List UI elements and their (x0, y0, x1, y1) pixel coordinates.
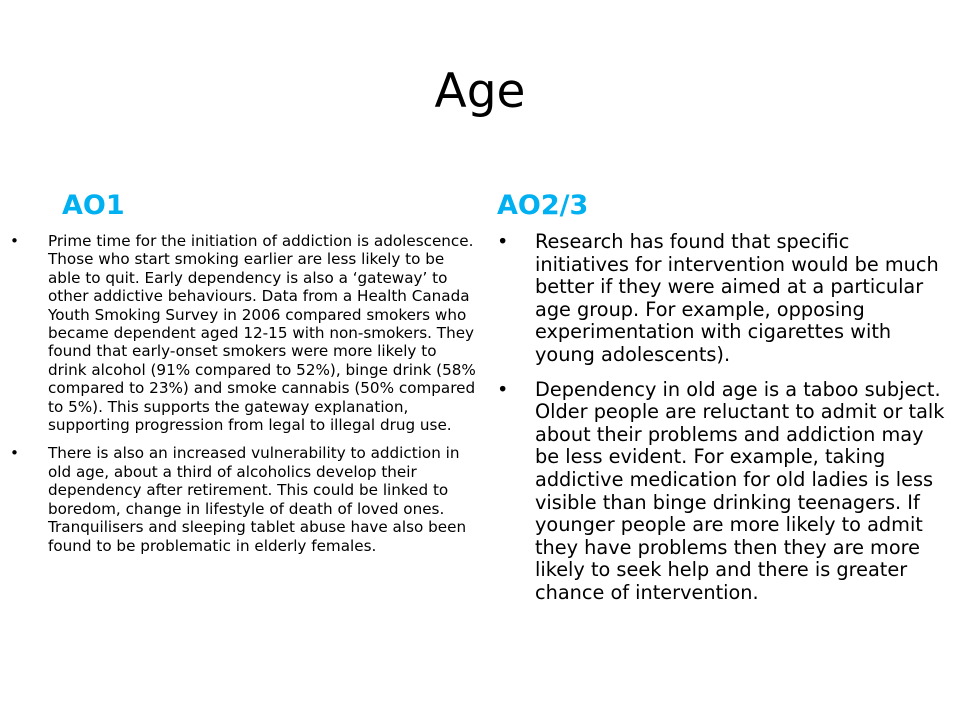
bullet-icon: • (497, 377, 509, 401)
bullet-item (497, 379, 945, 605)
ao1-bullet-list (10, 232, 476, 565)
column-heading-ao2-3: AO2/3 (497, 190, 589, 221)
bullet-icon: • (497, 230, 509, 253)
bullet-text: Research has found that specific initiatives for intervention would be much better if they were aimed at a particular age group. For example, opposing experimentation with cigarettes with young adolescents). (535, 230, 939, 366)
ao2-3-bullet-list (497, 231, 945, 617)
column-heading-ao1: AO1 (62, 190, 125, 221)
bullet-item (10, 232, 476, 434)
bullet-text: Dependency in old age is a taboo subject. Older people are reluctant to admit or talk about their problems and addiction may be less evident. For example, taking addictive medication for old ladies is less visible than binge drinking teenagers. If younger people are more likely to admit they have problems then they are more likely to seek help and there is greater chance of intervention. (535, 377, 945, 604)
bullet-text: There is also an increased vulnerability to addiction in old age, about a third of alcoholics develop their dependency after retirement. This could be linked to boredom, change in lifestyle of death of loved ones. Tranquilisers and sleeping tablet abuse have also been found to be problematic in elderly females. (48, 444, 467, 555)
slide-title: Age (434, 64, 526, 119)
bullet-text: Prime time for the initiation of addiction is adolescence. Those who start smoking earlier are less likely to be able to quit. Early dependency is also a ‘gateway’ to other addictive behaviours. Data from a Health Canada Youth Smoking Survey in 2006 compared smokers who became dependent aged 12-15 with non-smokers. They found that early-onset smokers were more likely to drink alcohol (91% compared to 52%), binge drink (58% compared to 23%) and smoke cannabis (50% compared to 5%). This supports the gateway explanation, supporting progression from legal to illegal drug use. (48, 232, 476, 435)
bullet-icon: • (10, 444, 19, 463)
bullet-icon: • (10, 232, 19, 250)
bullet-item (497, 231, 945, 367)
bullet-item (10, 444, 476, 554)
